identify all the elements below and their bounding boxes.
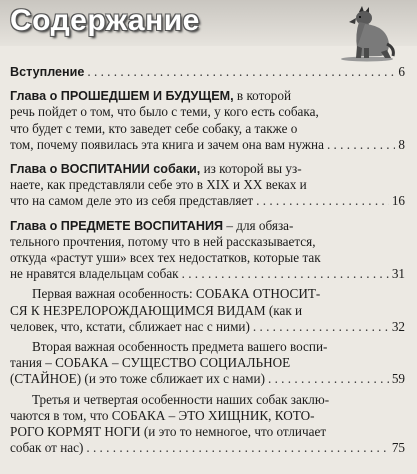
- toc-entry-line: [10, 339, 405, 355]
- toc-entry-line: [10, 218, 405, 234]
- toc-text-segment: наете, как представляли себе это в XIX и XX веках и: [10, 177, 307, 193]
- toc-leader-line: [10, 137, 405, 153]
- toc-text-segment: (СТАЙНОЕ) (и это тоже сближает их с нами): [10, 371, 265, 387]
- toc-text-segment: том, почему появилась эта книга и зачем она вам нужна: [10, 136, 324, 152]
- toc-entry-line: [10, 234, 405, 250]
- page-title: Содержание: [10, 4, 200, 37]
- dog-illustration-icon: [329, 4, 399, 62]
- toc-entry-line: [10, 303, 405, 319]
- toc-leader-line: [10, 193, 405, 209]
- toc-text-segment: Глава о: [10, 218, 61, 233]
- dot-leader: [253, 319, 389, 335]
- toc-text-segment: Вторая важная особенность предмета вашего воспи-: [32, 339, 328, 355]
- dot-leader: [182, 266, 389, 282]
- dot-leader: [87, 64, 395, 80]
- toc-text-segment: РОГО КОРМЯТ НОГИ (и это то немногое, что отличает: [10, 424, 327, 440]
- toc-text-segment: человек, что, кстати, сближает нас с ними): [10, 318, 250, 334]
- dot-leader: [256, 193, 389, 209]
- toc-text-segment: ПРЕДМЕТЕ ВОСПИТАНИЯ: [60, 218, 224, 233]
- toc-text-segment: Вступление: [10, 65, 85, 79]
- toc-text-segment: Первая важная особенность: СОБАКА ОТНОСИТ-: [32, 286, 321, 302]
- toc-entry[interactable]: [10, 88, 405, 153]
- toc-text-segment: тельного прочтения, потому что в ней рассказывается,: [10, 233, 316, 249]
- toc-text-segment: чаются в том, что СОБАКА – ЭТО ХИЩНИК, КОТО-: [10, 407, 315, 423]
- toc-entry-last-line: [10, 137, 324, 153]
- toc-entry[interactable]: [10, 392, 405, 457]
- toc-entry[interactable]: [10, 161, 405, 210]
- toc-entry-line: [10, 408, 405, 424]
- dot-leader: [268, 371, 389, 387]
- toc-entry-last-line: [10, 193, 253, 209]
- toc-entry-last-line: [10, 64, 84, 80]
- toc-text-segment: СЯ К НЕЗРЕЛОРОЖДАЮЩИМСЯ ВИДАМ (как и: [10, 302, 303, 318]
- toc-entry-last-line: [10, 266, 179, 282]
- toc-text-segment: речь пойдет о том, что было с теми, у кого есть собака,: [10, 104, 319, 120]
- toc-text-segment: в которой: [233, 88, 292, 104]
- toc-leader-line: [10, 440, 405, 456]
- toc-entry-last-line: [10, 319, 250, 335]
- toc-entry-line: [10, 177, 405, 193]
- toc-entry-line: [10, 286, 405, 302]
- toc-text-segment: ПРОШЕДШЕМ И БУДУЩЕМ,: [60, 89, 234, 104]
- page-number: 6: [398, 64, 405, 79]
- toc-entry-last-line: [10, 371, 265, 387]
- toc-text-segment: откуда «растут уши» всех тех недостатков, которые так: [10, 250, 321, 266]
- toc-leader-line: [10, 266, 405, 282]
- page-number: 8: [398, 136, 405, 152]
- toc-entry-line: [10, 355, 405, 371]
- page-number: 75: [391, 440, 405, 456]
- toc-leader-line: [10, 371, 405, 387]
- toc-text-segment: что на самом деле это из себя представляет: [10, 193, 254, 209]
- toc-text-segment: Глава о: [10, 89, 61, 104]
- toc-leader-line: [10, 64, 405, 80]
- toc-entry-line: [10, 392, 405, 408]
- toc-text-segment: собак от нас): [10, 440, 84, 456]
- page-number: 59: [391, 371, 405, 387]
- toc-entry[interactable]: [10, 286, 405, 335]
- toc-entry[interactable]: [10, 339, 405, 388]
- table-of-contents: [10, 64, 405, 456]
- toc-text-segment: что будет с теми, кто заведет себе собаку, а также о: [10, 120, 298, 136]
- dot-leader: [327, 137, 395, 153]
- toc-text-segment: – для обяза-: [223, 217, 294, 233]
- toc-entry-line: [10, 88, 405, 104]
- toc-text-segment: Глава о: [10, 162, 61, 177]
- toc-leader-line: [10, 319, 405, 335]
- page-number: 32: [391, 318, 405, 334]
- toc-text-segment: не нравятся владельцам собак: [10, 266, 179, 282]
- toc-text-segment: тания – СОБАКА – СУЩЕСТВО СОЦИАЛЬНОЕ: [10, 355, 291, 371]
- toc-entry-line: [10, 121, 405, 137]
- toc-entry-line: [10, 424, 405, 440]
- toc-entry-line: [10, 250, 405, 266]
- dot-leader: [86, 440, 388, 456]
- toc-entry-line: [10, 104, 405, 120]
- toc-text-segment: ВОСПИТАНИИ собаки,: [60, 162, 201, 177]
- page-number: 31: [391, 266, 405, 282]
- toc-text-segment: из которой вы уз-: [200, 161, 302, 177]
- toc-entry-last-line: [10, 440, 83, 456]
- toc-entry[interactable]: [10, 218, 405, 283]
- page-number: 16: [391, 193, 405, 209]
- page-header: [0, 0, 417, 50]
- toc-entry-line: [10, 161, 405, 177]
- toc-entry[interactable]: [10, 64, 405, 80]
- toc-text-segment: Третья и четвертая особенности наших собак заклю-: [32, 391, 330, 407]
